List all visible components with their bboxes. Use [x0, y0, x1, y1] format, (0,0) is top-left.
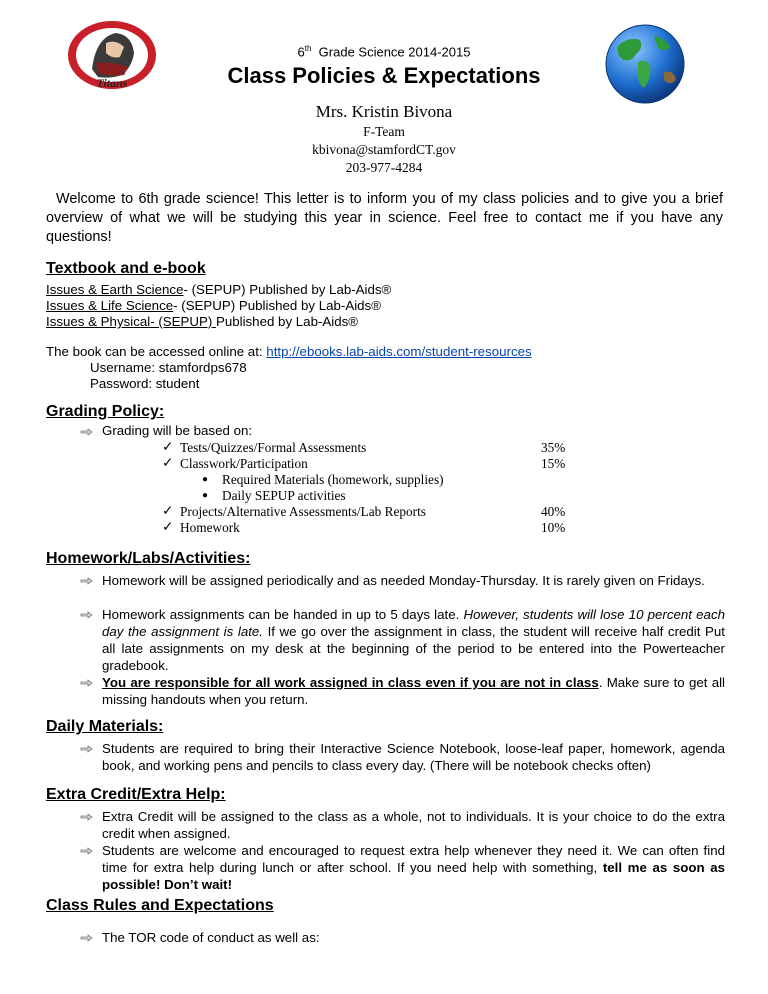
- svg-text:Titans: Titans: [96, 76, 128, 90]
- grading-intro: Grading will be based on:: [102, 423, 253, 438]
- teacher-name: Mrs. Kristin Bivona: [315, 102, 453, 121]
- extra-heading: Extra Credit/Extra Help:: [46, 786, 226, 803]
- pointing-hand-icon: [80, 574, 94, 588]
- textbook-heading: Textbook and e-book: [46, 260, 206, 277]
- book-earth: Issues & Earth Science- (SEPUP) Published by Lab-Aids®: [46, 282, 392, 297]
- team-name: F-Team: [363, 124, 405, 139]
- teacher-phone: 203-977-4284: [345, 160, 423, 175]
- grading-item: Projects/Alternative Assessments/Lab Reports: [180, 504, 426, 519]
- extra-item-2: Students are welcome and encouraged to request extra help whenever they need it. We can often find time for extra help during lunch or after school. If you need help with something, tell me as soon as possible! Don’t wait!: [102, 843, 725, 892]
- teacher-email: kbivona@stamfordCT.gov: [312, 142, 456, 157]
- check-icon: ✓: [162, 455, 174, 470]
- grading-subitem: Daily SEPUP activities: [222, 488, 346, 503]
- grading-percent: 35%: [541, 440, 566, 455]
- check-icon: ✓: [162, 439, 174, 454]
- pointing-hand-icon: [80, 810, 94, 824]
- rules-item-1: The TOR code of conduct as well as:: [102, 930, 320, 945]
- grading-heading: Grading Policy:: [46, 403, 165, 420]
- homework-heading: Homework/Labs/Activities:: [46, 550, 251, 567]
- pointing-hand-icon: [80, 844, 94, 858]
- pointing-hand-icon: [80, 425, 94, 439]
- grading-percent: 10%: [541, 520, 566, 535]
- grading-percent: 40%: [541, 504, 566, 519]
- password-line: Password: student: [90, 376, 200, 391]
- book-life: Issues & Life Science- (SEPUP) Published by Lab-Aids®: [46, 298, 382, 313]
- homework-item-3: You are responsible for all work assigned in class even if you are not in class. Make sure to get all missing handouts when you return.: [102, 675, 725, 707]
- extra-item-1: Extra Credit will be assigned to the class as a whole, not to individuals. It is your choice to do the extra credit when assigned.: [102, 809, 725, 841]
- grading-subitem: Required Materials (homework, supplies): [222, 472, 444, 487]
- grading-percent: 15%: [541, 456, 566, 471]
- grading-item: Tests/Quizzes/Formal Assessments: [180, 440, 367, 455]
- pointing-hand-icon: [80, 676, 94, 690]
- check-icon: ✓: [162, 503, 174, 518]
- intro-paragraph: Welcome to 6th grade science! This letter is to inform you of my class policies and to give you a brief overview of what we will be studying this year in science. Feel free to contact me if you have any questions!: [46, 191, 723, 245]
- materials-item-1: Students are required to bring their Interactive Science Notebook, loose-leaf paper, homework, agenda book, and working pens and pencils to class every day. (There will be notebook checks often): [102, 741, 725, 773]
- page-title: Class Policies & Expectations: [227, 63, 541, 88]
- homework-item-1: Homework will be assigned periodically and as needed Monday-Thursday. It is rarely given on Fridays.: [102, 573, 705, 588]
- pointing-hand-icon: [80, 931, 94, 945]
- book-physical: Issues & Physical- (SEPUP) Published by Lab-Aids®: [46, 314, 359, 329]
- ebook-link[interactable]: http://ebooks.lab-aids.com/student-resources: [266, 344, 532, 359]
- pointing-hand-icon: [80, 608, 94, 622]
- bullet-dot-icon: ●: [202, 490, 209, 501]
- grading-item: Classwork/Participation: [180, 456, 308, 471]
- materials-heading: Daily Materials:: [46, 718, 164, 735]
- homework-item-2: Homework assignments can be handed in up to 5 days late. However, students will lose 10 percent each day the assignment is late. If we go over the assignment in class, the student will receive half credit Put all late assignments on my desk at the beginning of the period to be entered into the Powerteacher gradebook.: [102, 607, 725, 673]
- rules-heading: Class Rules and Expectations: [46, 897, 274, 914]
- grading-item: Homework: [180, 520, 240, 535]
- book-access-line: The book can be accessed online at: http://ebooks.lab-aids.com/student-resources: [46, 344, 532, 359]
- grade-line: 6th Grade Science 2014-2015: [297, 44, 471, 60]
- username-line: Username: stamfordps678: [90, 360, 247, 375]
- check-icon: ✓: [162, 519, 174, 534]
- pointing-hand-icon: [80, 742, 94, 756]
- bullet-dot-icon: ●: [202, 474, 209, 485]
